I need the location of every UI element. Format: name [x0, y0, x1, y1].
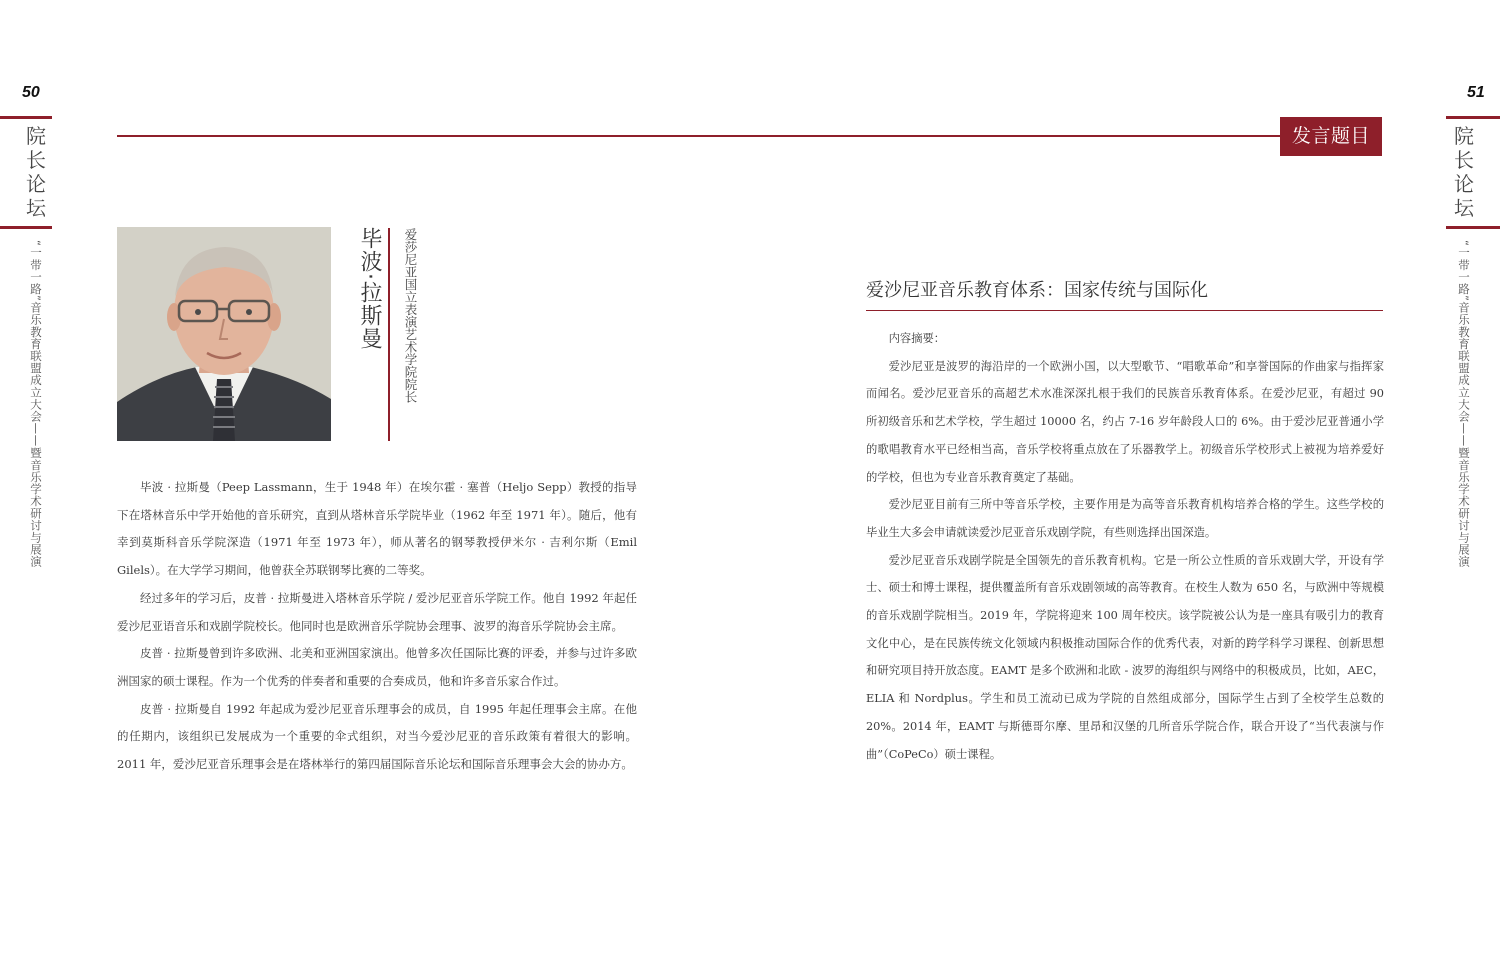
portrait-image [117, 227, 331, 441]
conference-subtitle-left: “一带一路”音乐教育联盟成立大会——暨音乐学术研讨与展演 [29, 240, 43, 568]
bio-paragraph: 皮普 · 拉斯曼自 1992 年起成为爱沙尼亚音乐理事会的成员，自 1995 年起任理事会主席。在他的任期内，该组织已发展成为一个重要的伞式组织，对当今爱沙尼亚的音乐政策有着很大的影响。2011 年，爱沙尼亚音乐理事会是在塔林举行的第四届国际音乐论坛和国际音乐理事会大会的协办方。 [117, 701, 637, 772]
conference-subtitle-right: “一带一路”音乐教育联盟成立大会——暨音乐学术研讨与展演 [1457, 240, 1471, 568]
abstract-label: 内容摘要： [888, 332, 946, 345]
abstract-paragraph: 爱沙尼亚目前有三所中等音乐学校，主要作用是为高等音乐教育机构培养合格的学生。这些学校的毕业生大多会申请就读爱沙尼亚音乐戏剧学院，有些则选择出国深造。 [866, 498, 1384, 539]
name-divider [388, 228, 390, 441]
abstract-paragraph: 爱沙尼亚是波罗的海沿岸的一个欧洲小国，以大型歌节、“唱歌革命”和享誉国际的作曲家与指挥家而闻名。爱沙尼亚音乐的高超艺术水准深深扎根于我们的民族音乐教育体系。在爱沙尼亚，有超过 90 所初级音乐和艺术学校，学生超过 10000 名，约占 7-16 岁年龄段人口的 6%。由于爱沙尼亚普通小学的歌唱教育水平已经相当高，音乐学校将重点放在了乐器教学上。初级音乐学校形式上被视为培养爱好的学校，但也为专业音乐教育奠定了基础。 [866, 359, 1384, 484]
section-title-right: 院长论坛 [1454, 124, 1474, 220]
header-rule [117, 135, 1280, 137]
speaker-bio [117, 474, 637, 779]
bio-paragraph: 皮普 · 拉斯曼曾到许多欧洲、北美和亚洲国家演出。他曾多次任国际比赛的评委，并参与过许多欧洲国家的硕士课程。作为一个优秀的伴奏者和重要的合奏成员，他和许多音乐家合作过。 [117, 646, 637, 688]
speaker-name: 毕波·拉斯曼 [357, 227, 382, 350]
margin-rule-bottom-right [1446, 226, 1500, 229]
article-title: 爱沙尼亚音乐教育体系：国家传统与国际化 [866, 280, 1208, 301]
speaker-title: 爱莎尼亚国立表演艺术学院院长 [403, 228, 418, 403]
article-abstract [866, 325, 1384, 768]
page-number-right: 51 [1467, 84, 1485, 101]
margin-rule-top-right [1446, 116, 1500, 119]
page-number-left: 50 [22, 84, 40, 101]
margin-rule-bottom-left [0, 226, 52, 229]
margin-rule-top-left [0, 116, 52, 119]
section-title-left: 院长论坛 [26, 124, 46, 220]
speaker-portrait [117, 227, 331, 441]
bio-paragraph: 经过多年的学习后，皮普 · 拉斯曼进入塔林音乐学院 / 爱沙尼亚音乐学院工作。他自 1992 年起任爱沙尼亚语音乐和戏剧学院校长。他同时也是欧洲音乐学院协会理事、波罗的海音乐学院协会主席。 [117, 590, 637, 633]
topic-badge: 发言题目 [1280, 117, 1382, 156]
abstract-paragraph: 爱沙尼亚音乐戏剧学院是全国领先的音乐教育机构。它是一所公立性质的音乐戏剧大学，开设有学士、硕士和博士课程，提供覆盖所有音乐戏剧领域的高等教育。在校生人数为 650 名，与欧洲中等规模的音乐戏剧学院相当。2019 年，学院将迎来 100 周年校庆。该学院被公认为是一座具有吸引力的教育文化中心，是在民族传统文化领域内积极推动国际合作的优秀代表，对新的跨学科学习课程、创新思想和研究项目持开放态度。EAMT 是多个欧洲和北欧 - 波罗的海组织与网络中的积极成员，比如，AEC，ELIA 和 Nordplus。学生和员工流动已成为学院的自然组成部分，国际学生占到了全校学生总数的 20%。2014 年，EAMT 与斯德哥尔摩、里昂和汉堡的几所音乐学院合作，联合开设了“当代表演与作曲”（CoPeCo）硕士课程。 [866, 553, 1384, 761]
bio-paragraph: 毕波 · 拉斯曼（Peep Lassmann，生于 1948 年）在埃尔霍 · 塞普（Heljo Sepp）教授的指导下在塔林音乐中学开始他的音乐研究，直到从塔林音乐学院毕业（1962 年至 1971 年）。随后，他有幸到莫斯科音乐学院深造（1971 年至 1973 年），师从著名的钢琴教授伊米尔 · 吉利尔斯（Emil Gilels）。在大学学习期间，他曾获全苏联钢琴比赛的二等奖。 [117, 480, 637, 578]
article-title-rule [866, 310, 1383, 311]
